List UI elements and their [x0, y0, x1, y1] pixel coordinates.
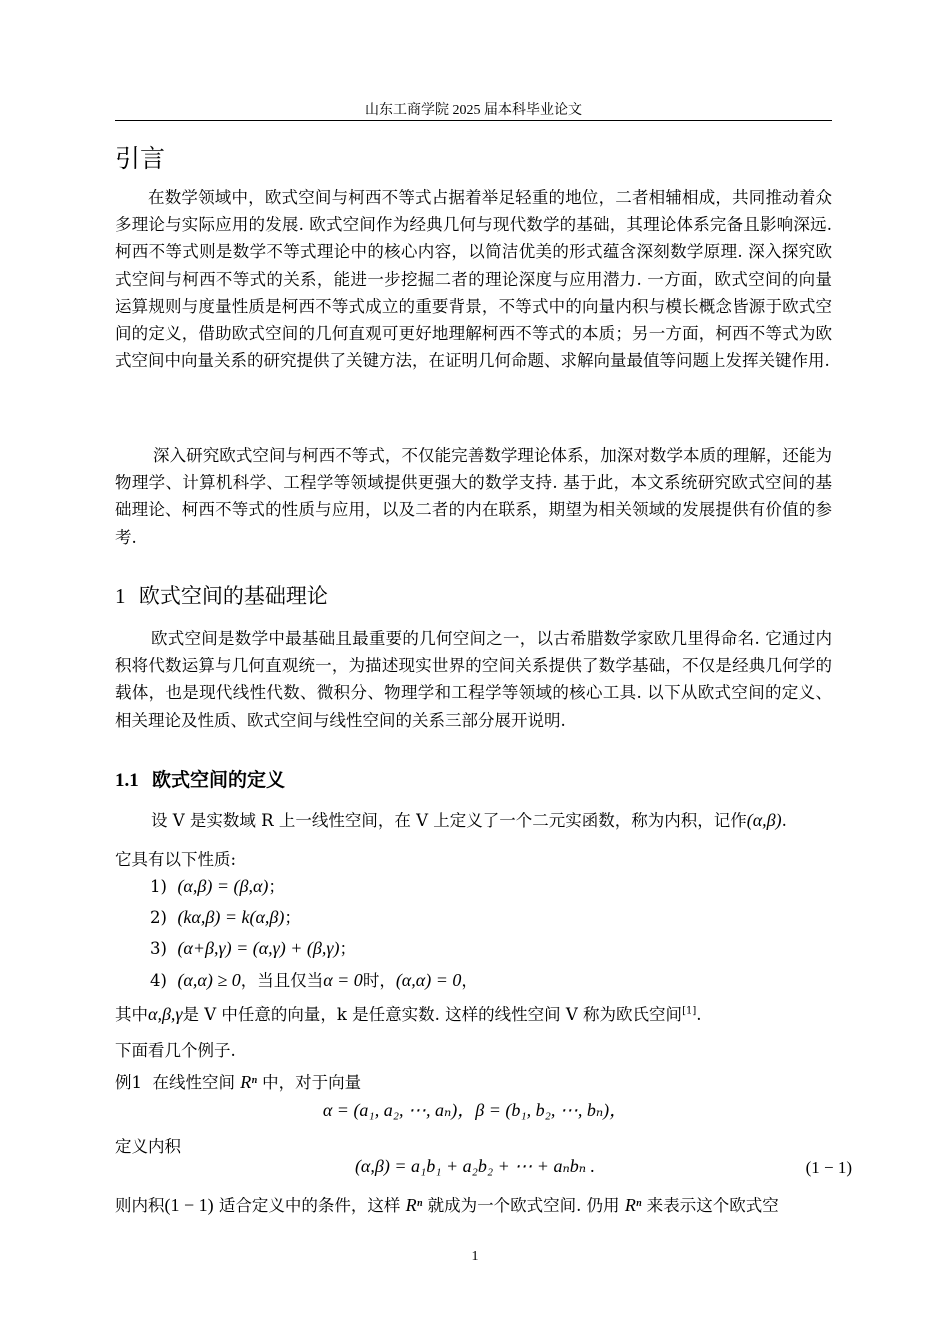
running-header: 山东工商学院 2025 届本科毕业论文 — [365, 103, 582, 118]
property-label: 1) — [150, 877, 167, 896]
space-symbol: Rⁿ — [624, 1195, 642, 1215]
definition-line-2: 它具有以下性质: — [115, 850, 237, 869]
section-1-1-number: 1.1 — [115, 770, 139, 791]
section-1-number: 1 — [115, 584, 126, 608]
property-1 — [150, 873, 285, 897]
example-1-line — [115, 1069, 361, 1093]
property-3 — [150, 935, 356, 959]
example-text: 在线性空间 — [152, 1073, 235, 1092]
section-1-1-title: 欧式空间的定义 — [151, 769, 285, 791]
conclusion-text: 适合定义中的条件，这样 — [218, 1196, 401, 1215]
equation-tag: (1 − 1) — [805, 1158, 852, 1177]
section-1-heading — [115, 580, 328, 610]
where-clause — [115, 1001, 701, 1025]
definition-text: 设 V 是实数域 R 上一线性空间，在 V 上定义了一个二元实函数，称为内积，记作 — [151, 811, 747, 830]
property-expression: (kα,β) = k(α,β) — [177, 907, 285, 927]
conclusion-line — [115, 1192, 779, 1216]
conclusion-text: 来表示这个欧式空 — [646, 1196, 779, 1215]
citation-ref[interactable]: [1] — [682, 1005, 697, 1017]
property-expression: (α,α) ≥ 0 — [177, 970, 241, 990]
definition-line-1 — [151, 807, 787, 831]
page-number: 1 — [471, 1249, 479, 1264]
intro-heading: 引言 — [115, 144, 166, 173]
property-text: 时， — [362, 971, 396, 990]
property-end: ； — [339, 939, 356, 958]
examples-intro: 下面看几个例子. — [115, 1041, 236, 1060]
inner-product-symbol: (α,β) — [746, 810, 782, 830]
vectors-expression: α = (a₁, a₂, ⋯, aₙ)，β = (b₁, b₂, ⋯, bₙ)， — [322, 1100, 628, 1120]
property-4 — [150, 967, 478, 991]
where-text: 是 V 中任意的向量，k 是任意实数. 这样的线性空间 V 称为欧氏空间 — [182, 1005, 683, 1024]
property-text: ，当且仅当 — [240, 971, 324, 990]
conclusion-text: 则内积 — [115, 1196, 165, 1215]
conclusion-text: 就成为一个欧式空间. 仍用 — [427, 1196, 620, 1215]
vectors-equation — [0, 1096, 950, 1122]
equation-ref: (1 − 1) — [164, 1195, 214, 1215]
section-1-paragraph: 欧式空间是数学中最基础且最重要的几何空间之一，以古希腊数学家欧几里得命名. 它通过内积将代数运算与几何直观统一，为描述现实世界的空间关系提供了数学基础，不仅是经典几何学的载体，也是现代线性代数、微积分、物理学和工程学等领域的核心工具. 以下从欧式空间的定义、相关理论及性质、欧式空间与线性空间的关系三部分展开说明. — [115, 629, 832, 730]
inner-product-expression: (α,β) = a₁b₁ + a₂b₂ + ⋯ + aₙbₙ . — [354, 1156, 596, 1176]
property-expression: α = 0 — [323, 970, 363, 990]
property-end: ； — [268, 877, 285, 896]
space-symbol: Rⁿ — [405, 1195, 423, 1215]
section-1-1-heading — [115, 765, 285, 792]
property-expression: (α+β,γ) = (α,γ) + (β,γ) — [177, 938, 340, 958]
property-label: 4) — [150, 971, 167, 990]
space-symbol: Rⁿ — [240, 1072, 257, 1092]
property-label: 2) — [150, 908, 167, 927]
property-2 — [150, 904, 301, 928]
property-label: 3) — [150, 939, 167, 958]
intro-paragraph-2: 深入研究欧式空间与柯西不等式，不仅能完善数学理论体系，加深对数学本质的理解，还能为物理学、计算机科学、工程学等领域提供更强大的数学支持. 基于此，本文系统研究欧式空间的基础理论、柯西不等式的性质与应用，以及二者的内在联系，期望为相关领域的发展提供有价值的参考. — [115, 446, 832, 547]
vector-symbols: α,β,γ — [148, 1004, 183, 1024]
where-text: 其中 — [115, 1005, 148, 1024]
property-end: ， — [461, 971, 478, 990]
intro-paragraph-1: 在数学领域中，欧式空间与柯西不等式占据着举足轻重的地位，二者相辅相成，共同推动着众多理论与实际应用的发展. 欧式空间作为经典几何与现代数学的基础，其理论体系完备且影响深远. 柯西不等式则是数学不等式理论中的核心内容，以简洁优美的形式蕴含深刻数学原理. 深入探究欧式空间与柯西不等式的关系，能进一步挖掘二者的理论深度与应用潜力. 一方面，欧式空间的向量运算规则与度量性质是柯西不等式成立的重要背景，不等式中的向量内积与模长概念皆源于欧式空间的定义，借助欧式空间的几何直观可更好地理解柯西不等式的本质；另一方面，柯西不等式为欧式空间中向量关系的研究提供了关键方法，在证明几何命题、求解向量最值等问题上发挥关键作用. — [115, 188, 832, 371]
example-label: 例1 — [115, 1073, 142, 1092]
property-expression: (α,β) = (β,α) — [177, 876, 269, 896]
property-end: ； — [284, 908, 301, 927]
property-expression: (α,α) = 0 — [395, 970, 462, 990]
section-1-title: 欧式空间的基础理论 — [138, 584, 328, 608]
example-text: 中，对于向量 — [262, 1073, 362, 1092]
header-rule — [115, 120, 832, 121]
where-period: . — [696, 1005, 702, 1024]
define-inner-product: 定义内积 — [115, 1137, 181, 1156]
definition-period: . — [781, 811, 787, 830]
